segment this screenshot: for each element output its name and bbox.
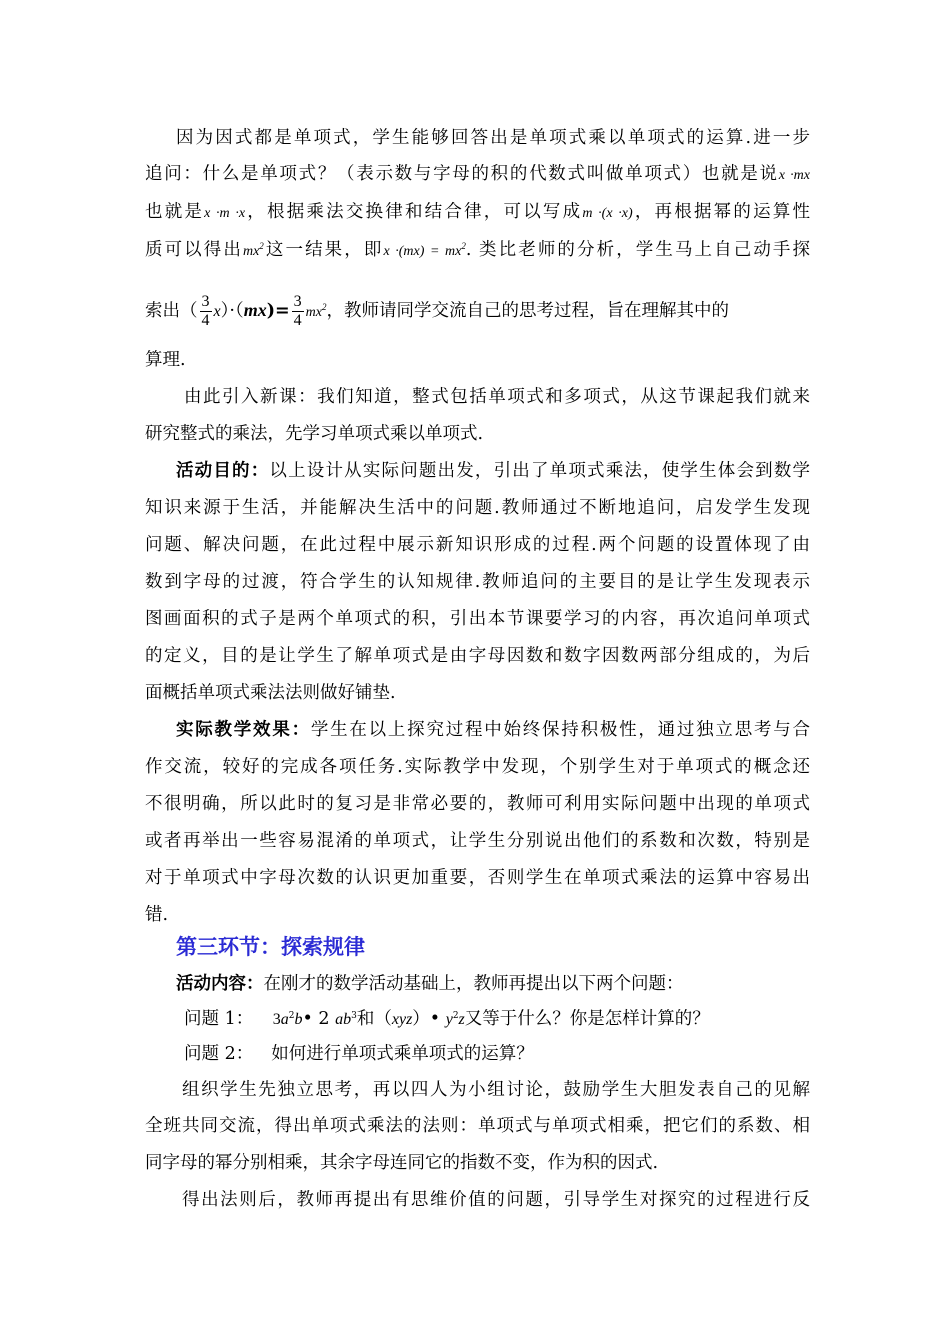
question-2-label: 问题 2： <box>184 1044 254 1064</box>
math-x-mx: x ·mx <box>778 168 810 183</box>
para2-line-1: 由此引入新课：我们知道，整式包括单项式和多项式，从这节课起我们就来 <box>184 387 810 407</box>
purpose-line-5: 图画面积的式子是两个单项式的积，引出本节课要学习的内容，再次追问单项式 <box>145 609 810 629</box>
effect-line-6: 错. <box>145 905 169 925</box>
fraction-three-quarters-result: $\frac{3}{4}$ <box>293 293 302 329</box>
question-1-label: 问题 1： <box>184 1009 254 1029</box>
intro-line-5: 索出（ $\frac{3}{4}$ x）·（mx)= $\frac{3}{4}$ $mx^2$，教师请同学交流自己的思考过程，旨在理解其中的 <box>145 293 729 329</box>
math-equation: $x \cdot(mx) = mx^2$ <box>383 241 466 259</box>
intro-line-6: 算理. <box>145 350 186 370</box>
content-line: 活动内容：在刚才的数学活动基础上，教师再提出以下两个问题： <box>176 974 684 994</box>
effect-line-2: 作交流，较好的完成各项任务.实际教学中发现，个别学生对于单项式的概念还 <box>145 757 810 777</box>
effect-line-4: 或者再举出一些容易混淆的单项式，让学生分别说出他们的系数和次数，特别是 <box>145 831 810 851</box>
section-heading: 第三环节：探索规律 <box>176 935 365 959</box>
intro-line-1: 因为因式都是单项式，学生能够回答出是单项式乘以单项式的运算.进一步 <box>176 128 810 148</box>
purpose-line-7: 面概括单项式乘法法则做好铺垫. <box>145 683 396 703</box>
section3-line-4: 得出法则后，教师再提出有思维价值的问题，引导学生对探究的过程进行反 <box>182 1190 810 1210</box>
intro-line-4: 质可以得出$mx^2$这一结果，即$x \cdot(mx) = mx^2$. 类比老师的分析，学生马上自己动手探 <box>145 240 811 260</box>
purpose-line-2: 知识来源于生活，并能解决生活中的问题.教师通过不断地追问，启发学生发现 <box>145 498 810 518</box>
question-2: 问题 2： 如何进行单项式乘单项式的运算？ <box>184 1044 534 1064</box>
intro-line-2: 追问：什么是单项式？（表示数与字母的积的代数式叫做单项式）也就是说x ·mx <box>145 164 810 184</box>
fraction-three-quarters: $\frac{3}{4}$ <box>201 293 210 329</box>
purpose-line-1: 活动目的：以上设计从实际问题出发，引出了单项式乘法，使学生体会到数学 <box>176 461 811 481</box>
purpose-line-3: 问题、解决问题，在此过程中展示新知识形成的过程.两个问题的设置体现了由 <box>145 535 810 555</box>
effect-label: 实际教学效果： <box>176 720 311 740</box>
question-1: 问题 1： $3a^2b•$ 2 $ab^3$和（xyz）• $y^2z$又等于什么？你是怎样计算的？ <box>184 1009 710 1029</box>
effect-line-3: 不很明确，所以此时的复习是非常必要的，教师可利用实际问题中出现的单项式 <box>145 794 810 814</box>
section3-line-3: 同字母的幂分别相乘，其余字母连同它的指数不变，作为积的因式. <box>145 1153 659 1173</box>
math-m-xx: m ·(x ·x) <box>582 206 633 221</box>
math-x-m-x: x ·m ·x <box>204 206 246 221</box>
content-label: 活动内容： <box>176 974 264 994</box>
purpose-label: 活动目的： <box>176 461 270 481</box>
math-mx2: $mx^2$ <box>242 241 264 259</box>
intro-line-3: 也就是x ·m ·x，根据乘法交换律和结合律，可以写成m ·(x ·x)，再根据幂的运算性 <box>145 202 810 222</box>
section3-line-1: 组织学生先独立思考，再以四人为小组讨论，鼓励学生大胆发表自己的见解 <box>182 1080 810 1100</box>
purpose-line-6: 的定义，目的是让学生了解单项式是由字母因数和数字因数两部分组成的，为后 <box>145 646 810 666</box>
para2-line-2: 研究整式的乘法，先学习单项式乘以单项式. <box>145 424 484 444</box>
section3-line-2: 全班共同交流，得出单项式乘法的法则：单项式与单项式相乘，把它们的系数、相 <box>145 1116 810 1136</box>
purpose-line-4: 数到字母的过渡，符合学生的认知规律.教师追问的主要目的是让学生发现表示 <box>145 572 810 592</box>
effect-line-5: 对于单项式中字母次数的认识更加重要，否则学生在单项式乘法的运算中容易出 <box>145 868 810 888</box>
effect-line-1: 实际教学效果：学生在以上探究过程中始终保持积极性，通过独立思考与合 <box>176 720 810 740</box>
